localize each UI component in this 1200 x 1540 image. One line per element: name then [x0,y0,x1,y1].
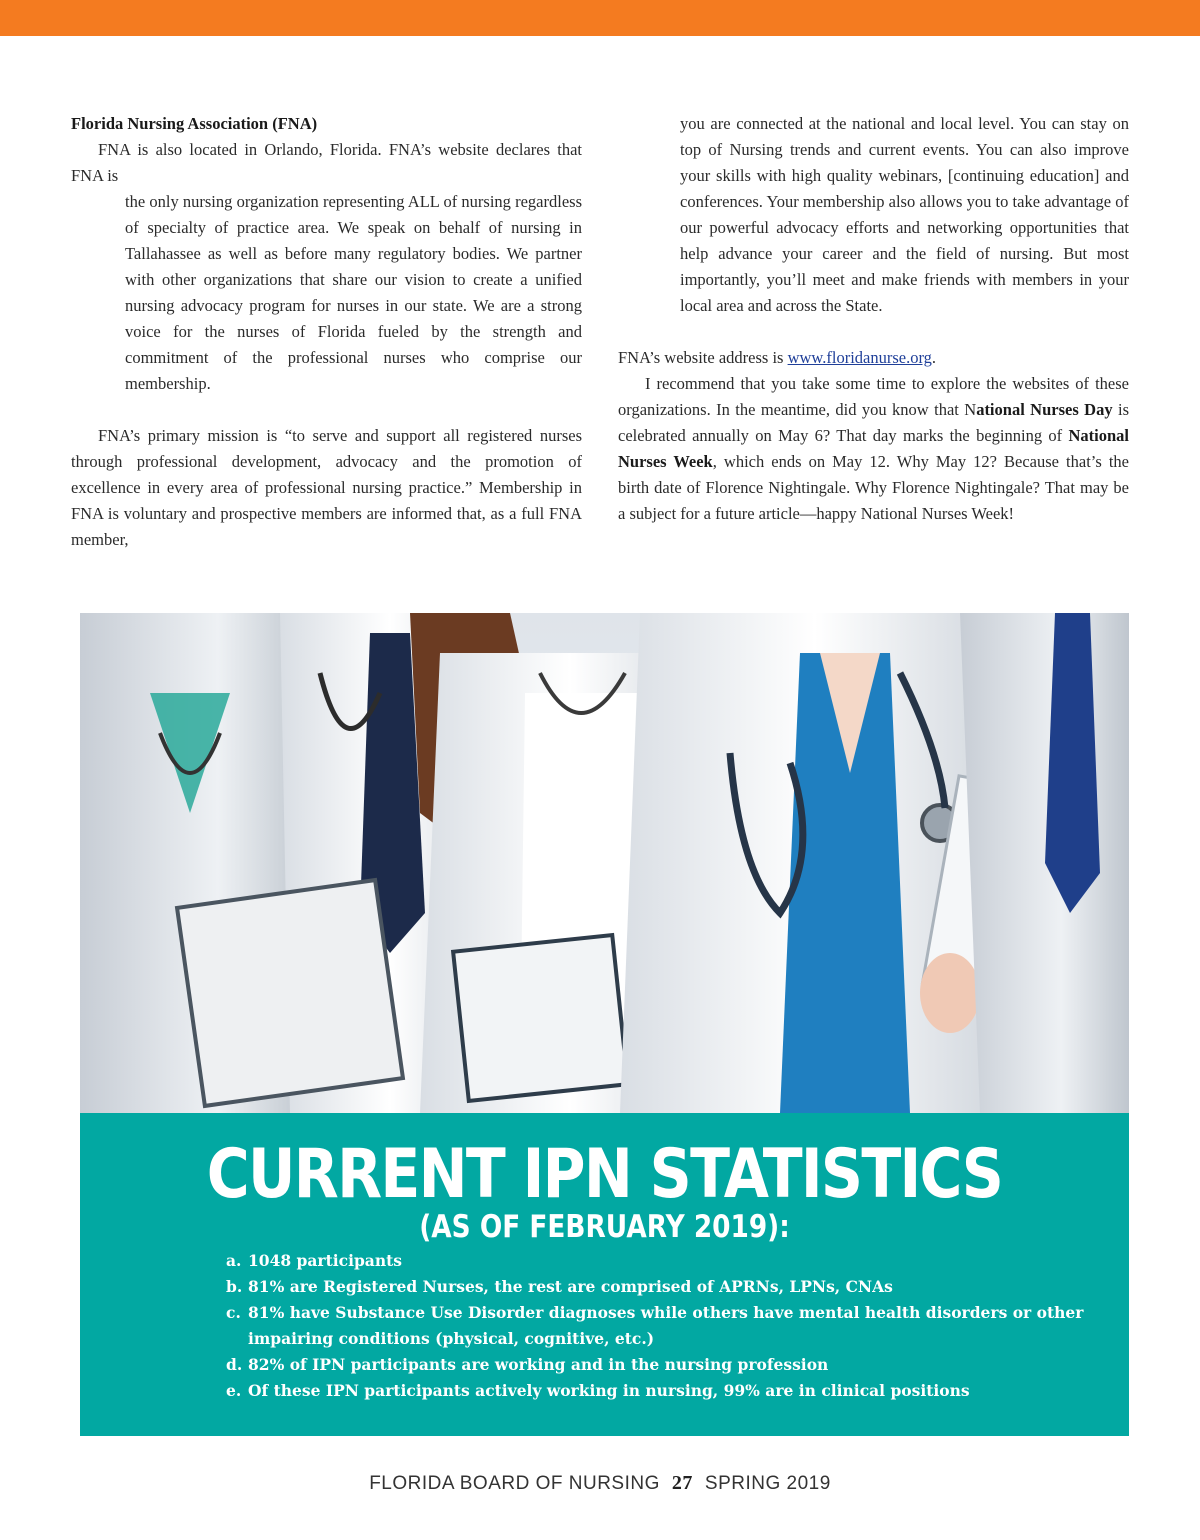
list-item: b. 81% are Registered Nurses, the rest are comprised of APRNs, LPNs, CNAs [226,1277,893,1296]
intro-paragraph: FNA is also located in Orlando, Florida. FNA’s website declares that FNA is [71,140,582,185]
national-nurses-day: ational Nurses Day [976,400,1113,419]
list-item: a. 1048 participants [226,1251,402,1270]
section-heading: Florida Nursing Association (FNA) [71,114,318,133]
block-quote: the only nursing organization representing ALL of nursing regardless of specialty of practice area. We speak on behalf of nursing in Tallahassee as well as before many regulatory bodies. We partner with other organizations that share our vision to create a unified nursing advocacy program for nurses in our state. We are a strong voice for the nurses of Florida fueled by the strength and commitment of the professional nurses who comprise our membership. [125,192,582,393]
stats-title: CURRENT IPN STATISTICS [206,1135,1003,1214]
page-footer [0,1472,1200,1495]
top-accent-bar [0,0,1200,36]
publication-name: FLORIDA BOARD OF NURSING [369,1473,660,1494]
mission-paragraph: FNA’s primary mission is “to serve and support all registered nurses through professional development, advocacy and the promotion of excellence in every area of professional nursing practice.” Membership in FNA is voluntary and prospective members are informed that, as a full FNA member, [71,426,582,549]
ipn-statistics-box [80,1113,1129,1436]
stats-list [226,1248,1106,1404]
left-column [71,111,582,553]
page-number: 27 [671,1472,693,1494]
list-item: c. 81% have Substance Use Disorder diagnoses while others have mental health disorders or other impairing conditions (physical, cognitive, etc.) [226,1303,1084,1348]
closing-paragraph: I recommend that you take some time to explore the websites of these organizations. In the meantime, did you know that National Nurses Day is celebrated annually on May 6? That day marks the beginning of National Nurses Week, which ends on May 12. Why May 12? Because that’s the birth date of Florence Nightingale. Why Florence Nightingale? That may be a subject for a future article—happy National Nurses Week! [618,374,1130,523]
fna-website-link[interactable]: www.floridanurse.org [787,348,932,367]
issue-label: SPRING 2019 [704,1473,831,1494]
website-paragraph: FNA’s website address is www.floridanurse.org. [618,348,937,367]
right-column [618,111,1129,527]
nurses-photo [80,613,1129,1113]
stats-subtitle: (AS OF FEBRUARY 2019): [419,1209,790,1245]
list-item: e. Of these IPN participants actively working in nursing, 99% are in clinical positions [226,1381,970,1400]
national-nurses-week: National Nurses Week [618,426,1129,471]
list-item: d. 82% of IPN participants are working and in the nursing profession [226,1355,829,1374]
block-quote-continued: you are connected at the national and local level. You can stay on top of Nursing trends and current events. You can also improve your skills with high quality webinars, [continuing education] and conferences. Your membership also allows you to take advantage of our powerful advocacy efforts and networking opportunities that help advance your career and the field of nursing. But most importantly, you’ll meet and make friends with members in your local area and across the State. [680,114,1129,315]
